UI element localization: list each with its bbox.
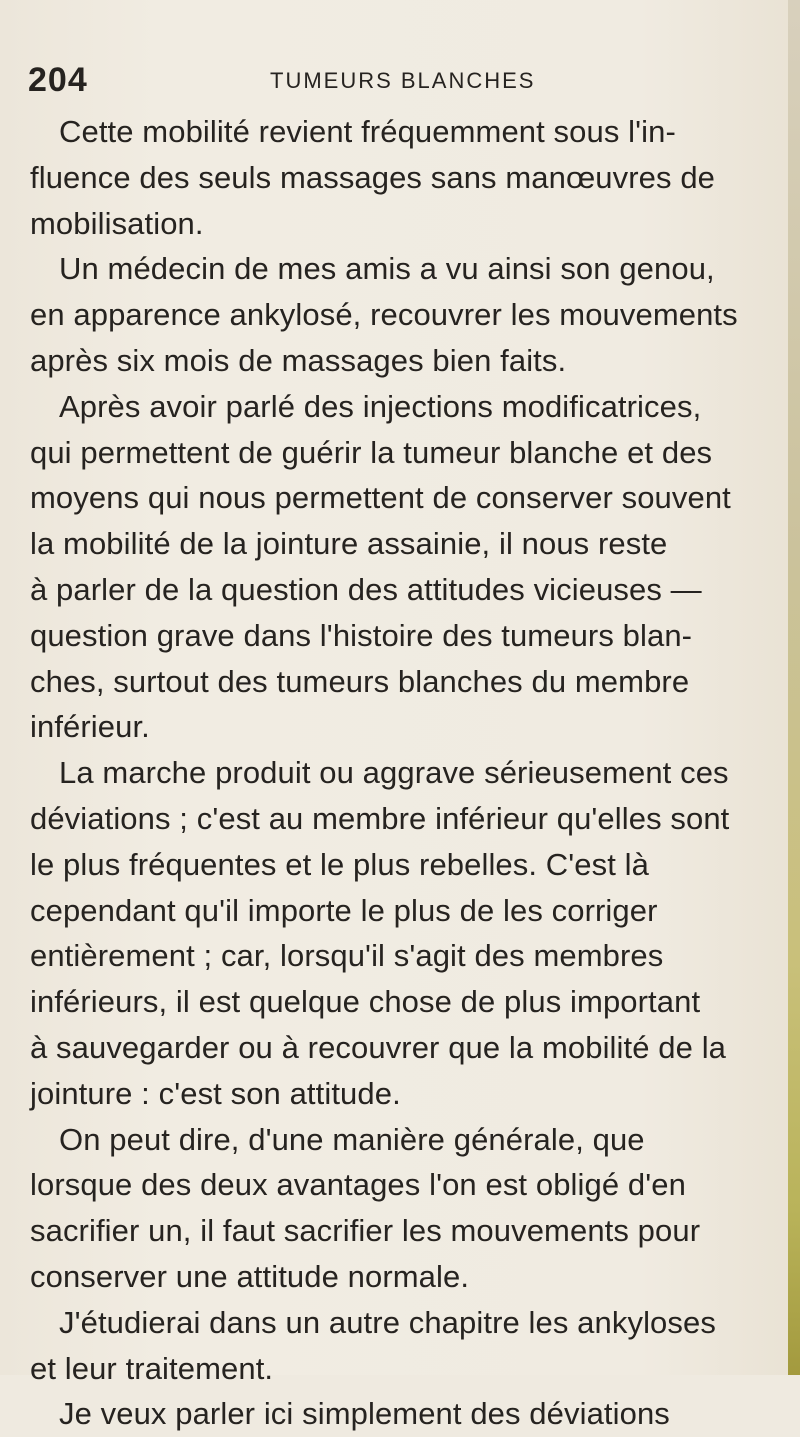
- text-line: qui permettent de guérir la tumeur blanche et des: [30, 434, 713, 470]
- text-line: conserver une attitude normale.: [30, 1258, 470, 1294]
- text-line: On peut dire, d'une manière générale, que: [59, 1121, 645, 1157]
- body-text: [30, 109, 772, 1437]
- text-line: Cette mobilité revient fréquemment sous l'in-: [59, 114, 676, 149]
- text-line: question grave dans l'histoire des tumeurs blan-: [30, 617, 693, 653]
- text-line: moyens qui nous permettent de conserver souvent: [30, 480, 731, 516]
- text-line: la mobilité de la jointure assainie, il nous reste: [30, 526, 668, 562]
- text-line: à sauvegarder ou à recouvrer que la mobilité de la: [30, 1029, 727, 1065]
- text-line: inférieurs, il est quelque chose de plus important: [30, 984, 701, 1020]
- text-line: Après avoir parlé des injections modificatrices,: [59, 388, 702, 424]
- text-line: inférieur.: [30, 709, 150, 745]
- text-line: sacrifier un, il faut sacrifier les mouvements pour: [30, 1213, 701, 1249]
- page-header: [0, 60, 800, 100]
- text-line: entièrement ; car, lorsqu'il s'agit des membres: [30, 938, 664, 974]
- text-line: en apparence ankylosé, recouvrer les mouvements: [30, 297, 738, 333]
- text-line: ches, surtout des tumeurs blanches du membre: [30, 663, 690, 699]
- text-line: après six mois de massages bien faits.: [30, 342, 567, 378]
- text-line: lorsque des deux avantages l'on est obligé d'en: [30, 1167, 686, 1203]
- text-line: Je veux parler ici simplement des déviations: [59, 1396, 670, 1432]
- text-line: et leur traitement.: [30, 1350, 274, 1386]
- text-line: fluence des seuls massages sans manœuvres de: [30, 159, 716, 195]
- text-line: le plus fréquentes et le plus rebelles. C'est là: [30, 846, 650, 882]
- text-line: mobilisation.: [30, 205, 204, 241]
- text-line: à parler de la question des attitudes vicieuses —: [30, 571, 702, 607]
- text-line: La marche produit ou aggrave sérieusement ces: [59, 755, 729, 791]
- text-line: cependant qu'il importe le plus de les corriger: [30, 892, 658, 928]
- text-line: déviations ; c'est au membre inférieur qu'elles sont: [30, 800, 730, 836]
- page-number: 204: [28, 61, 88, 99]
- text-line: J'étudierai dans un autre chapitre les ankyloses: [59, 1304, 716, 1340]
- text-line: Un médecin de mes amis a vu ainsi son genou,: [59, 251, 715, 287]
- running-head: TUMEURS BLANCHES: [270, 68, 536, 93]
- text-line: jointure : c'est son attitude.: [30, 1075, 401, 1111]
- page-edge-strip: [788, 0, 800, 1375]
